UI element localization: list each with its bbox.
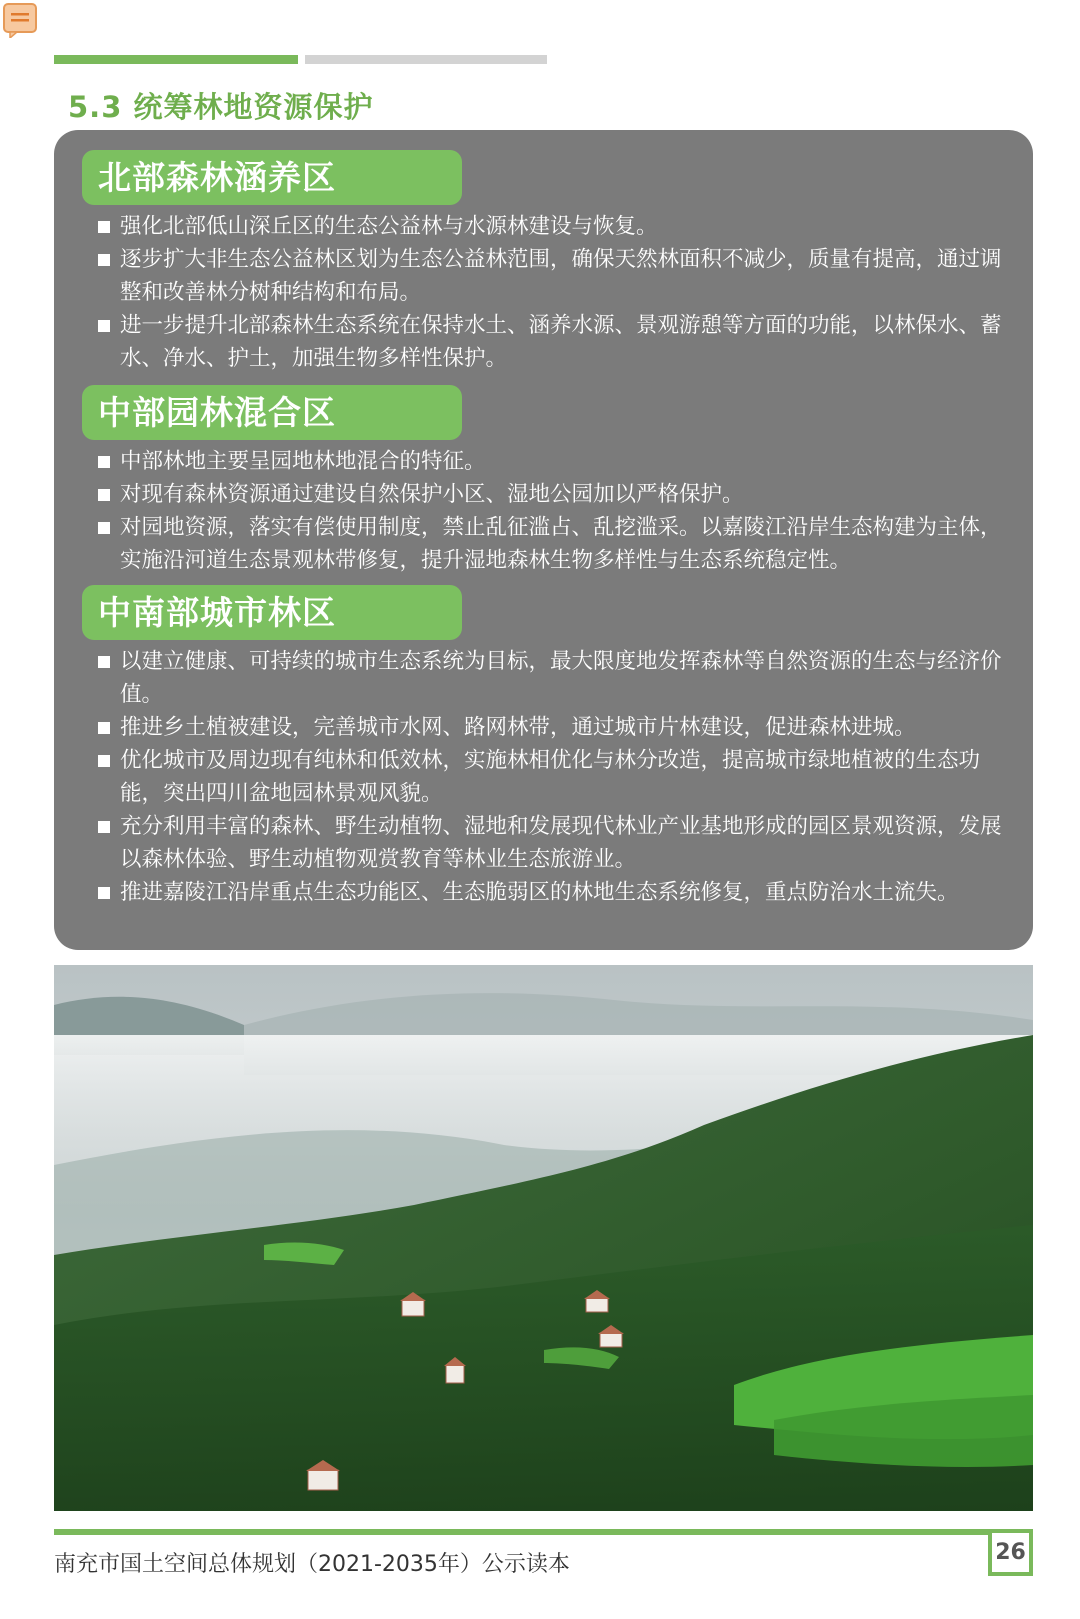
comment-icon[interactable] bbox=[2, 2, 38, 38]
bullet-square-icon bbox=[98, 254, 110, 266]
zone-list-south-central bbox=[96, 645, 1006, 909]
bullet-square-icon bbox=[98, 489, 110, 501]
bullet-square-icon bbox=[98, 221, 110, 233]
list-item: 推进嘉陵江沿岸重点生态功能区、生态脆弱区的林地生态系统修复，重点防治水土流失。 bbox=[96, 876, 1006, 909]
list-item: 中部林地主要呈园地林地混合的特征。 bbox=[96, 445, 1006, 478]
list-item: 对现有森林资源通过建设自然保护小区、湿地公园加以严格保护。 bbox=[96, 478, 1006, 511]
bullet-square-icon bbox=[98, 821, 110, 833]
list-item: 进一步提升北部森林生态系统在保持水土、涵养水源、景观游憩等方面的功能，以林保水、蓄水、净水、护土，加强生物多样性保护。 bbox=[96, 309, 1006, 375]
bullet-square-icon bbox=[98, 887, 110, 899]
footer-title: 南充市国土空间总体规划（2021-2035年）公示读本 bbox=[54, 1552, 570, 1577]
list-item: 对园地资源，落实有偿使用制度，禁止乱征滥占、乱挖滥采。以嘉陵江沿岸生态构建为主体，实施沿河道生态景观林带修复，提升湿地森林生物多样性与生态系统稳定性。 bbox=[96, 511, 1006, 577]
list-item: 优化城市及周边现有纯林和低效林，实施林相优化与林分改造，提高城市绿地植被的生态功能，突出四川盆地园林景观风貌。 bbox=[96, 744, 1006, 810]
zone-list-north bbox=[96, 210, 1006, 375]
list-item: 强化北部低山深丘区的生态公益林与水源林建设与恢复。 bbox=[96, 210, 1006, 243]
zone-title-central: 中部园林混合区 bbox=[82, 385, 462, 440]
page-number: 26 bbox=[988, 1529, 1033, 1576]
forest-landscape-photo bbox=[54, 965, 1033, 1511]
zone-title-north: 北部森林涵养区 bbox=[82, 150, 462, 205]
zone-list-central bbox=[96, 445, 1006, 577]
bullet-square-icon bbox=[98, 722, 110, 734]
list-item: 充分利用丰富的森林、野生动植物、湿地和发展现代林业产业基地形成的园区景观资源，发展以森林体验、野生动植物观赏教育等林业生态旅游业。 bbox=[96, 810, 1006, 876]
footer-divider bbox=[54, 1529, 988, 1535]
section-title: 5.3 统筹林地资源保护 bbox=[68, 90, 374, 124]
progress-bar-empty bbox=[305, 55, 547, 64]
bullet-square-icon bbox=[98, 656, 110, 668]
bullet-square-icon bbox=[98, 522, 110, 534]
list-item: 逐步扩大非生态公益林区划为生态公益林范围，确保天然林面积不减少，质量有提高，通过调整和改善林分树种结构和布局。 bbox=[96, 243, 1006, 309]
progress-bar-filled bbox=[54, 55, 298, 64]
list-item: 以建立健康、可持续的城市生态系统为目标，最大限度地发挥森林等自然资源的生态与经济价值。 bbox=[96, 645, 1006, 711]
bullet-square-icon bbox=[98, 755, 110, 767]
zone-title-south-central: 中南部城市林区 bbox=[82, 585, 462, 640]
bullet-square-icon bbox=[98, 320, 110, 332]
list-item: 推进乡土植被建设，完善城市水网、路网林带，通过城市片林建设，促进森林进城。 bbox=[96, 711, 1006, 744]
bullet-square-icon bbox=[98, 456, 110, 468]
